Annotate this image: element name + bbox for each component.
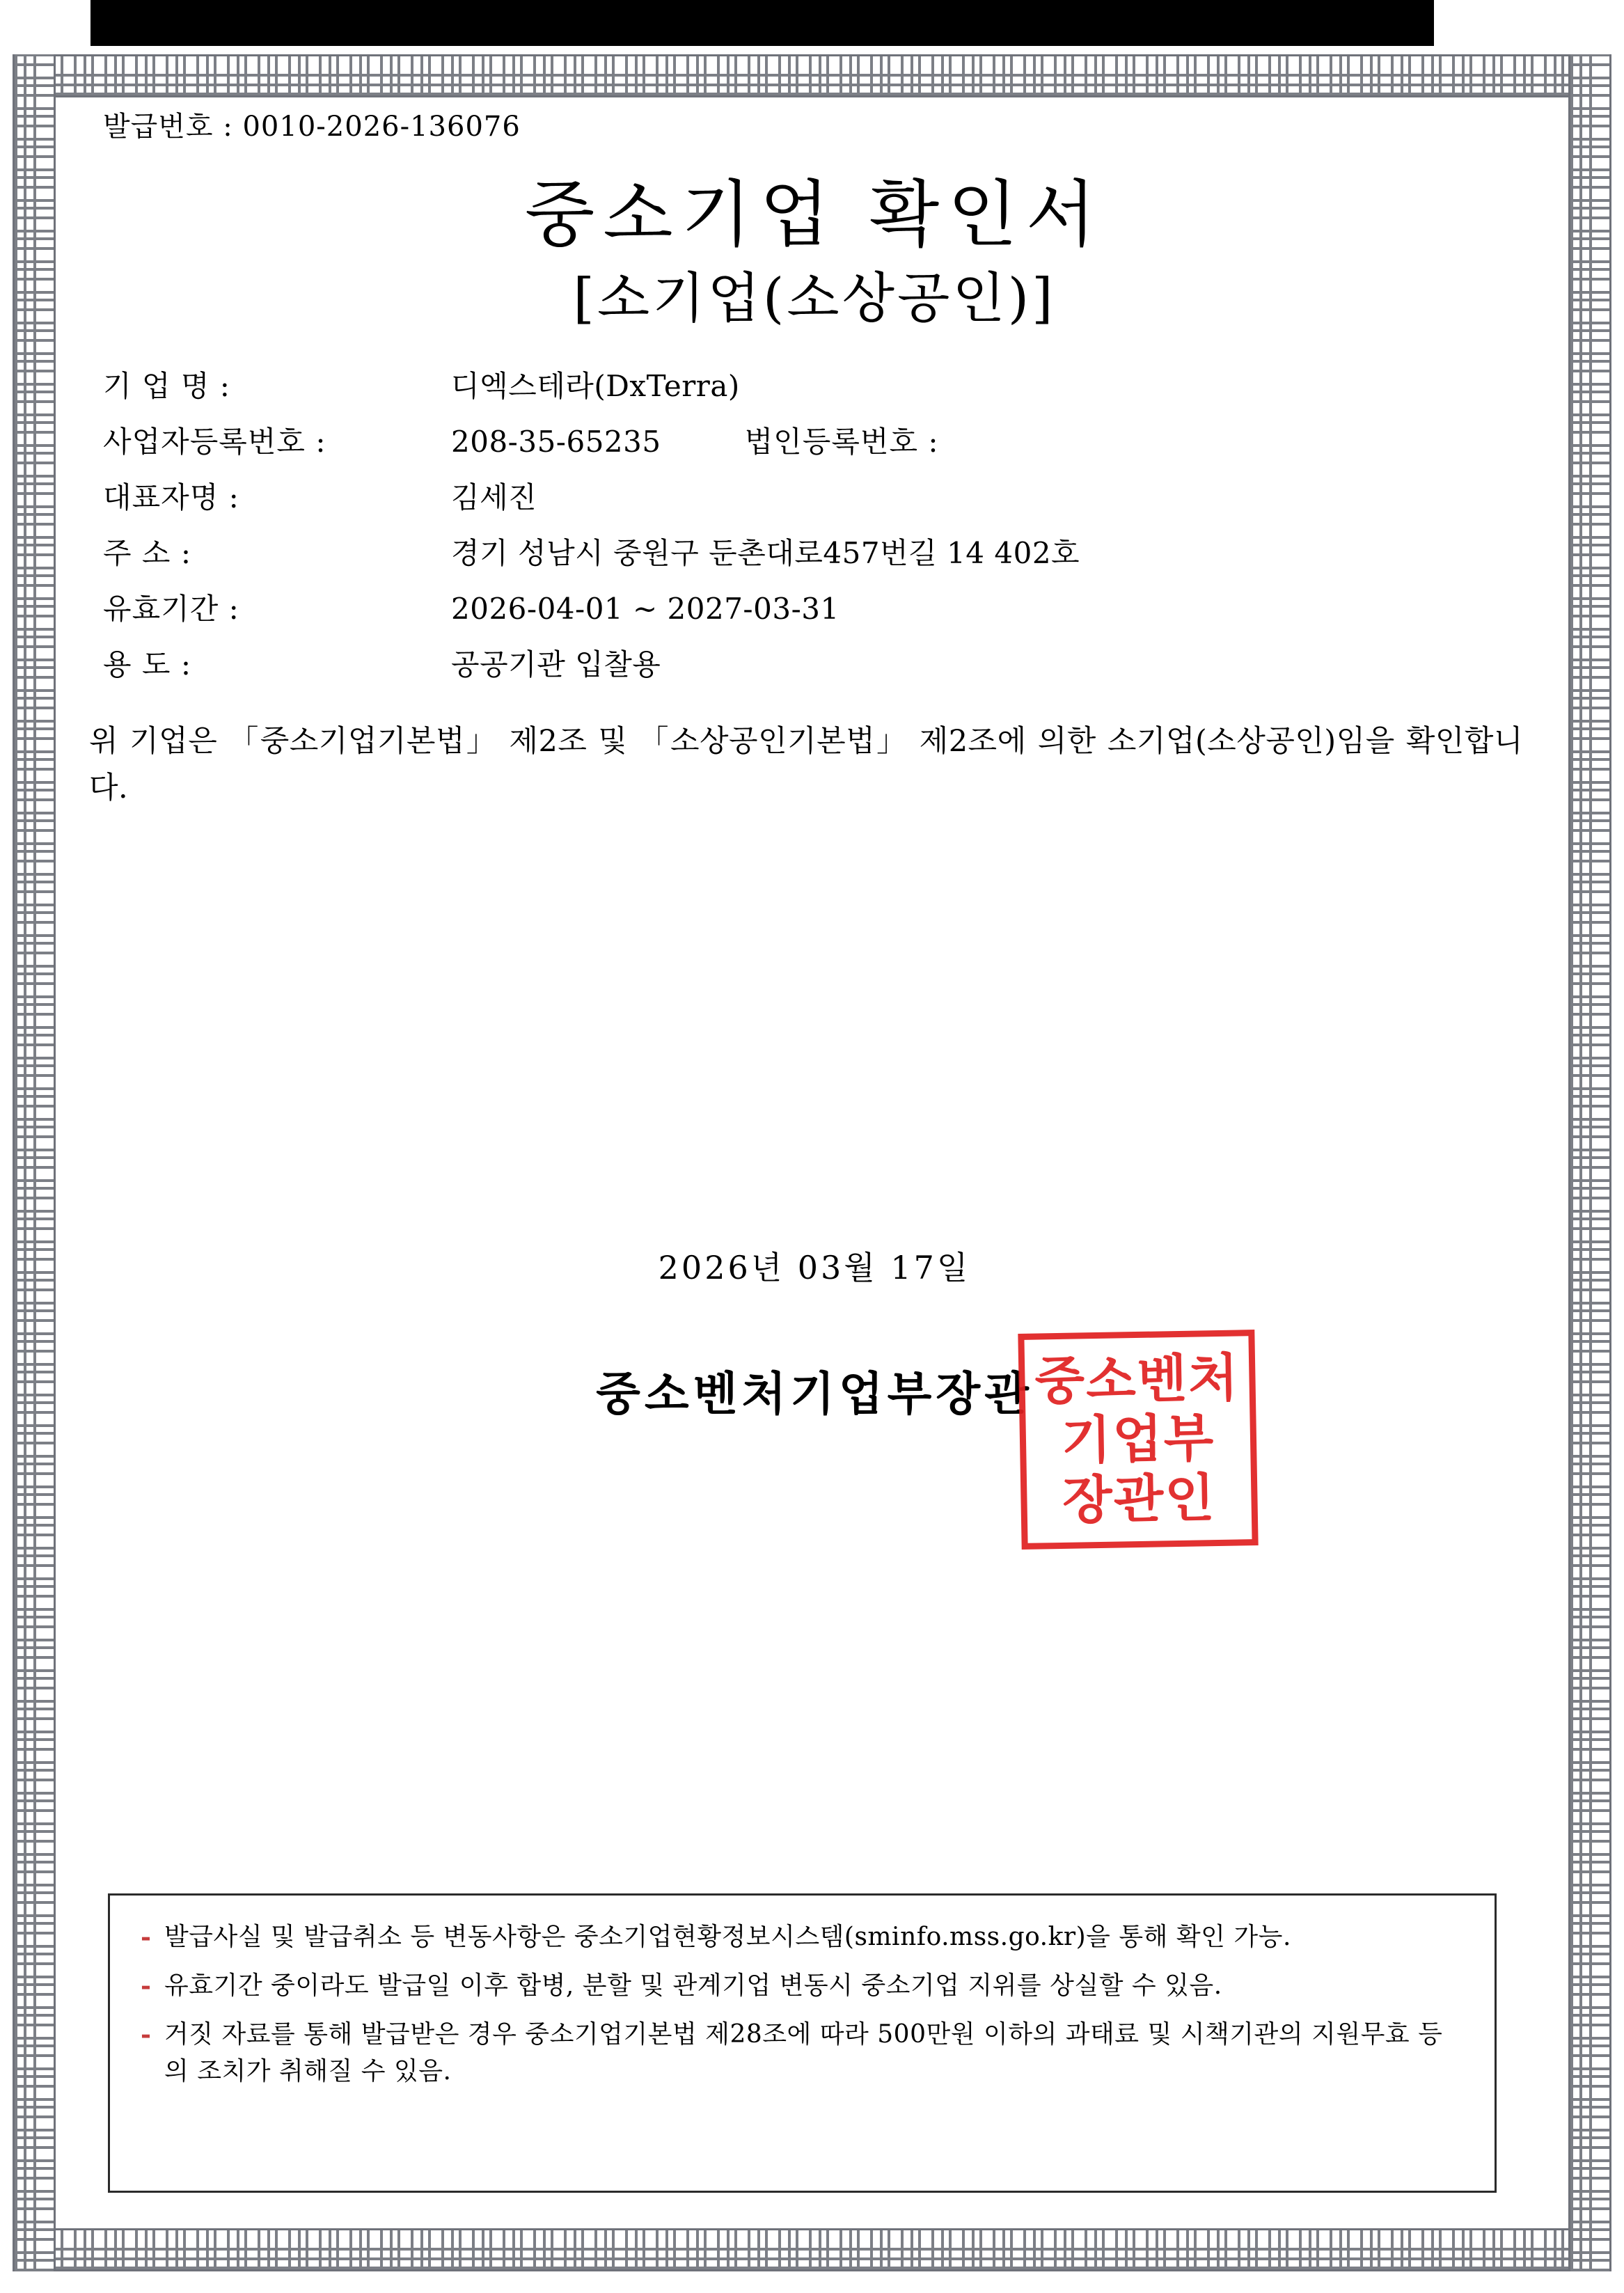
note-item — [141, 2017, 1464, 2089]
field-row-validity-period — [103, 592, 1545, 627]
border-band-left — [13, 54, 56, 2271]
field-value: 2026-04-01 ~ 2027-03-31 — [451, 592, 839, 627]
page-title: 중소기업 확인서 — [524, 172, 1105, 257]
confirmation-statement: 위 기업은 「중소기업기본법」 제2조 및 「소상공인기본법」 제2조에 의한 소기업(소상공인)임을 확인합니다. — [89, 724, 1523, 805]
field-label: 기 업 명 : — [103, 369, 230, 404]
issue-number-label: 발급번호 : — [103, 111, 233, 143]
seal-line-2: 기업부 — [1061, 1408, 1215, 1472]
field-row-representative-name — [103, 480, 1545, 515]
note-bullet-icon: - — [141, 2020, 152, 2050]
seal-line-3: 장관인 — [1062, 1468, 1217, 1531]
issue-date: 2026년 03월 17일 — [658, 1249, 971, 1287]
note-bullet-icon: - — [141, 1971, 152, 2001]
document-content — [84, 104, 1545, 1531]
field-label-corporate-registration-number: 법인등록번호 : — [744, 425, 939, 459]
field-row-purpose — [103, 647, 1545, 682]
field-label: 용 도 : — [103, 647, 191, 682]
field-value: 경기 성남시 중원구 둔촌대로457번길 14 402호 — [451, 536, 1080, 571]
note-text: 발급사실 및 발급취소 등 변동사항은 중소기업현황정보시스템(sminfo.mss.go.kr)을 통해 확인 가능. — [164, 1923, 1291, 1951]
note-text: 거짓 자료를 통해 발급받은 경우 중소기업기본법 제28조에 따라 500만원 이하의 과태료 및 시책기관의 지원무효 등의 조치가 취해질 수 있음. — [164, 2020, 1443, 2086]
official-seal-stamp — [1018, 1330, 1258, 1550]
field-value: 208-35-65235 — [451, 425, 661, 459]
note-text: 유효기간 중이라도 발급일 이후 합병, 분할 및 관계기업 변동시 중소기업 지위를 상실할 수 있음. — [164, 1971, 1222, 2001]
issuer-name: 중소벤처기업부장관 — [596, 1367, 1033, 1421]
field-value: 디엑스테라(DxTerra) — [451, 369, 740, 404]
issue-number-line — [103, 104, 1545, 144]
border-band-right — [1568, 54, 1611, 2271]
scan-top-black-bar — [90, 0, 1434, 46]
issue-number-value: 0010-2026-136076 — [242, 111, 521, 143]
field-row-address — [103, 536, 1545, 571]
field-row-business-registration-number — [103, 427, 1545, 457]
note-item — [141, 1919, 1464, 1955]
border-band-top — [13, 54, 1611, 97]
issuer-block — [84, 1332, 1545, 1531]
note-item — [141, 1968, 1464, 2004]
seal-line-1: 중소벤처 — [1034, 1348, 1240, 1412]
field-value: 김세진 — [451, 480, 537, 515]
field-label: 유효기간 : — [103, 592, 239, 627]
field-value: 공공기관 입찰용 — [451, 647, 661, 682]
page-subtitle: [소기업(소상공인)] — [573, 267, 1056, 330]
field-label: 주 소 : — [103, 536, 191, 571]
field-label: 대표자명 : — [103, 480, 239, 515]
field-row-company-name — [103, 369, 1545, 404]
note-bullet-icon: - — [141, 1923, 152, 1952]
field-list — [103, 369, 1545, 682]
border-band-bottom — [13, 2228, 1611, 2271]
field-label: 사업자등록번호 : — [103, 425, 326, 459]
notes-box — [108, 1893, 1497, 2193]
